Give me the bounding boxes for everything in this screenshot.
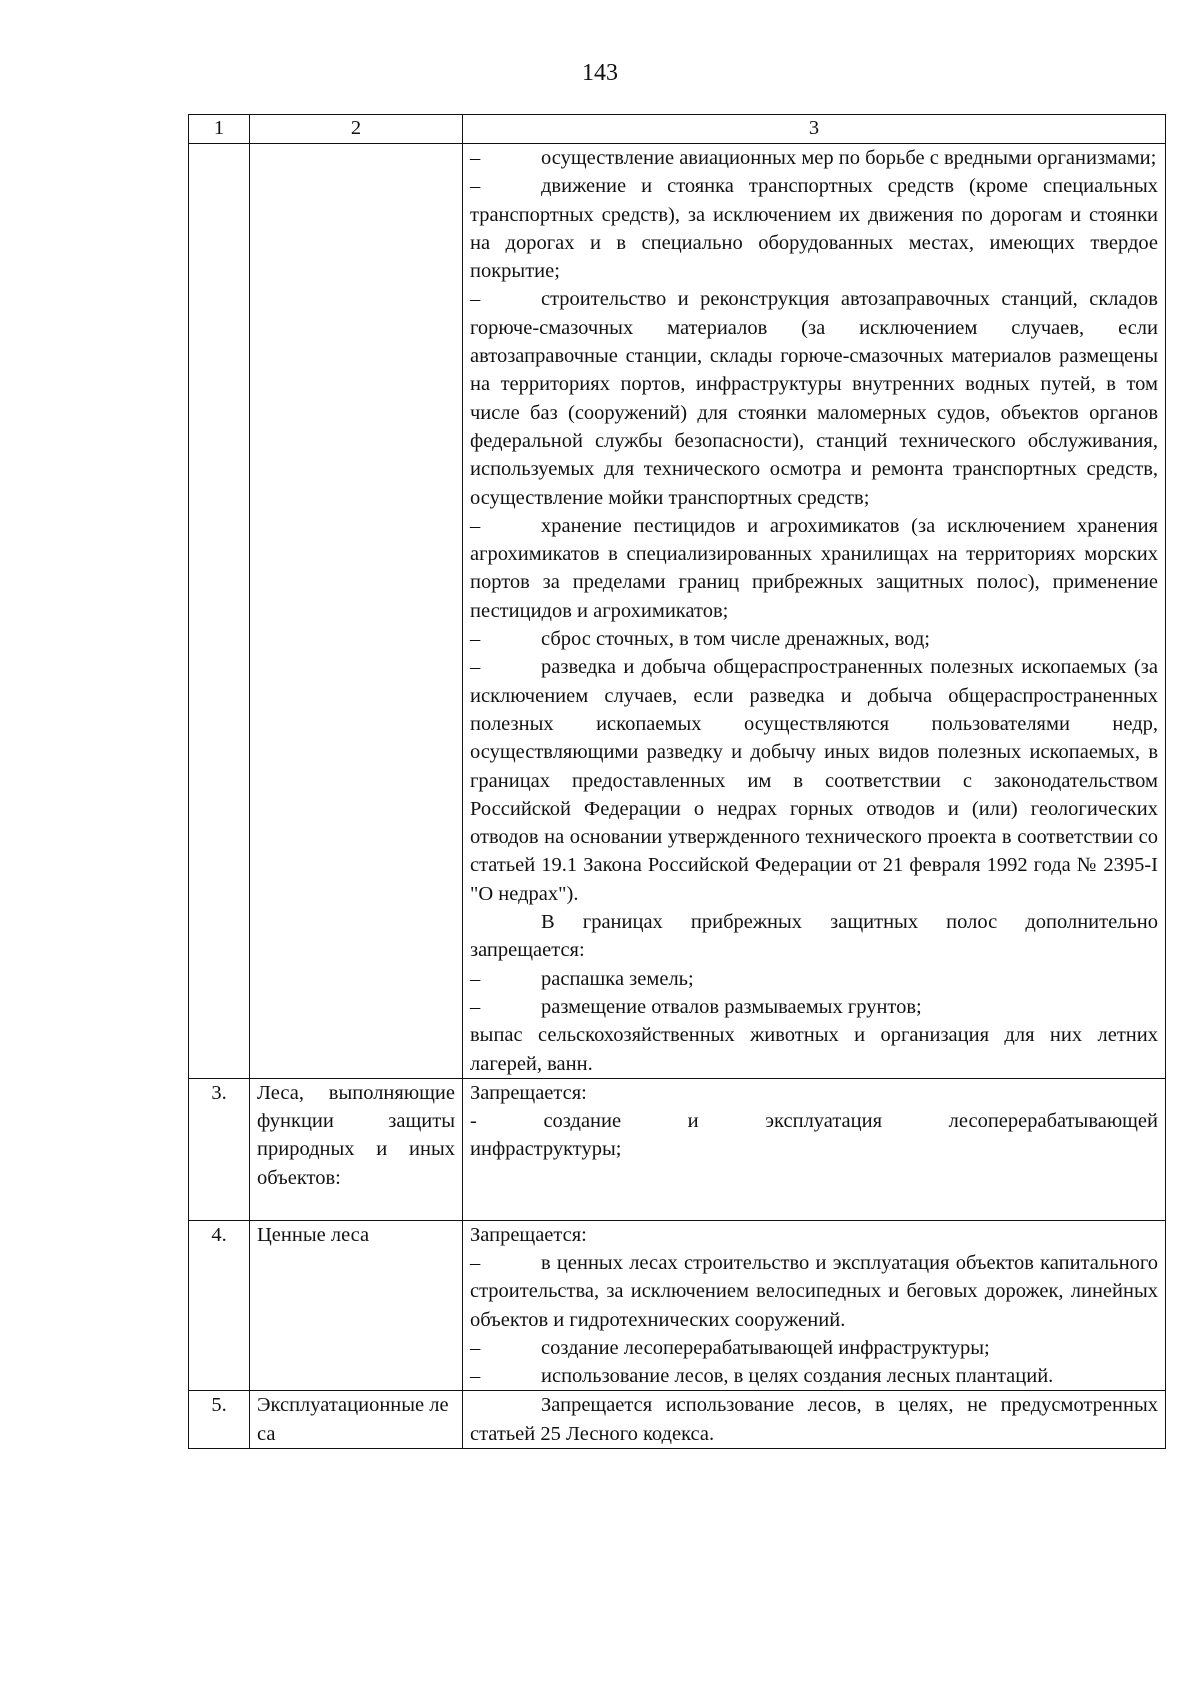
paragraph-intro: Запрещается: — [470, 1081, 587, 1104]
table-row-4 — [189, 1220, 1166, 1391]
dash-marker: – — [470, 175, 481, 198]
dash-marker: – — [470, 514, 481, 537]
column-header-2: 2 — [250, 115, 463, 144]
row-content-cell — [463, 1391, 1166, 1449]
list-item-text: размещение отвалов размываемых грунтов; — [541, 995, 922, 1018]
row-content-cell — [463, 1220, 1166, 1391]
paragraph-extra-intro: В границах прибрежных защитных полос дополнительно запрещается: — [470, 911, 1158, 962]
dash-marker: – — [470, 1365, 481, 1388]
row-name-cell: Эксплуатационные леса — [250, 1391, 463, 1449]
column-header-3: 3 — [463, 115, 1166, 144]
list-item-text: хранение пестицидов и агрохимикатов (за исключением хранения агрохимикатов в специализированных хранилищах на территориях морских портов за пределами границ прибрежных защитных полос), применение пестицидов и агрохимикатов; — [470, 514, 1158, 622]
list-item-text: движение и стоянка транспортных средств (кроме специальных транспортных средств), за исключением их движения по дорогам и стоянки на дорогах и в специально оборудованных местах, имеющих твердое покрытие; — [470, 175, 1158, 283]
list-item — [470, 625, 1158, 653]
list-item-text: использование лесов, в целях создания лесных плантаций. — [541, 1365, 1054, 1388]
list-item — [470, 285, 1158, 511]
list-item — [470, 1362, 1158, 1390]
list-item — [470, 1249, 1158, 1334]
list-item — [470, 512, 1158, 625]
list-item-text: создание лесоперерабатывающей инфраструктуры; — [541, 1336, 990, 1359]
dash-marker: – — [470, 1336, 481, 1359]
list-item — [470, 1107, 1158, 1135]
list-item — [470, 144, 1158, 172]
list-item-text: в ценных лесах строительство и эксплуатация объектов капитального строительства, за исключением велосипедных и беговых дорожек, линейных объектов и гидротехнических сооружений. — [470, 1251, 1158, 1331]
list-item-text: строительство и реконструкция автозаправочных станций, складов горюче-смазочных материалов (за исключением случаев, если автозаправочные станции, склады горюче-смазочных материалов размещены на территориях портов, инфраструктуры внутренних водных путей, в том числе баз (сооружений) для стоянки маломерных судов, объектов органов федеральной службы безопасности), станций технического обслуживания, используемых для технического осмотра и ремонта транспортных средств, осуществление мойки транспортных средств; — [470, 288, 1158, 509]
dash-marker: – — [470, 628, 481, 651]
row-content-cell — [463, 1078, 1166, 1220]
table-row-continuation — [189, 144, 1166, 1079]
list-item-text: создание и эксплуатация лесоперерабатывающей — [543, 1110, 1158, 1133]
list-item — [470, 993, 1158, 1021]
list-item — [470, 653, 1158, 908]
table-row-3 — [189, 1078, 1166, 1220]
table-header-row — [189, 115, 1166, 144]
dash-marker: – — [470, 1251, 481, 1274]
list-item-continuation: инфраструктуры; — [470, 1138, 622, 1161]
table-row-5 — [189, 1391, 1166, 1449]
paragraph-closing: выпас сельскохозяйственных животных и организация для них летних лагерей, ванн. — [470, 1024, 1158, 1075]
page-number: 143 — [582, 60, 618, 86]
paragraph-text: Запрещается использование лесов, в целях, не предусмотренных статьей 25 Лесного кодекса. — [470, 1394, 1158, 1445]
list-item — [470, 1334, 1158, 1362]
list-item-text: распашка земель; — [541, 967, 694, 990]
dash-marker: – — [470, 147, 481, 169]
list-item — [470, 172, 1158, 285]
list-item-text: сброс сточных, в том числе дренажных, вод; — [541, 628, 930, 651]
dash-marker: – — [470, 288, 481, 311]
list-item — [470, 965, 1158, 993]
hyphen-marker: - — [470, 1110, 477, 1133]
dash-marker: – — [470, 995, 481, 1018]
row-name-cell: Леса, выполняющие функции защиты природных и иных объектов: — [250, 1078, 463, 1220]
column-header-1: 1 — [189, 115, 250, 144]
list-item-text: разведка и добыча общераспространенных полезных ископаемых (за исключением случаев, если разведка и добыча общераспространенных полезных ископаемых осуществляются пользователями недр, осуществляющими разведку и добычу иных видов полезных ископаемых, в границах предоставленных им в соответствии с законодательством Российской Федерации о недрах горных отводов и (или) геологических отводов на основании утвержденного технического проекта в соответствии со статьей 19.1 Закона Российской Федерации от 21 февраля 1992 года № 2395-I "О недрах"). — [470, 656, 1158, 905]
row-content-cell — [463, 144, 1166, 1079]
row-name-cell: Ценные леса — [250, 1220, 463, 1391]
spacer — [470, 1164, 1158, 1220]
row-number-cell — [189, 144, 250, 1079]
row-number-cell: 5. — [189, 1391, 250, 1449]
dash-marker: – — [470, 967, 481, 990]
paragraph-intro: Запрещается: — [470, 1223, 587, 1246]
row-number-cell: 4. — [189, 1220, 250, 1391]
list-item-text: осуществление авиационных мер по борьбе с вредными организмами; — [541, 147, 1157, 169]
row-number-cell: 3. — [189, 1078, 250, 1220]
dash-marker: – — [470, 656, 481, 679]
restrictions-table — [188, 114, 1166, 1449]
row-name-cell — [250, 144, 463, 1079]
